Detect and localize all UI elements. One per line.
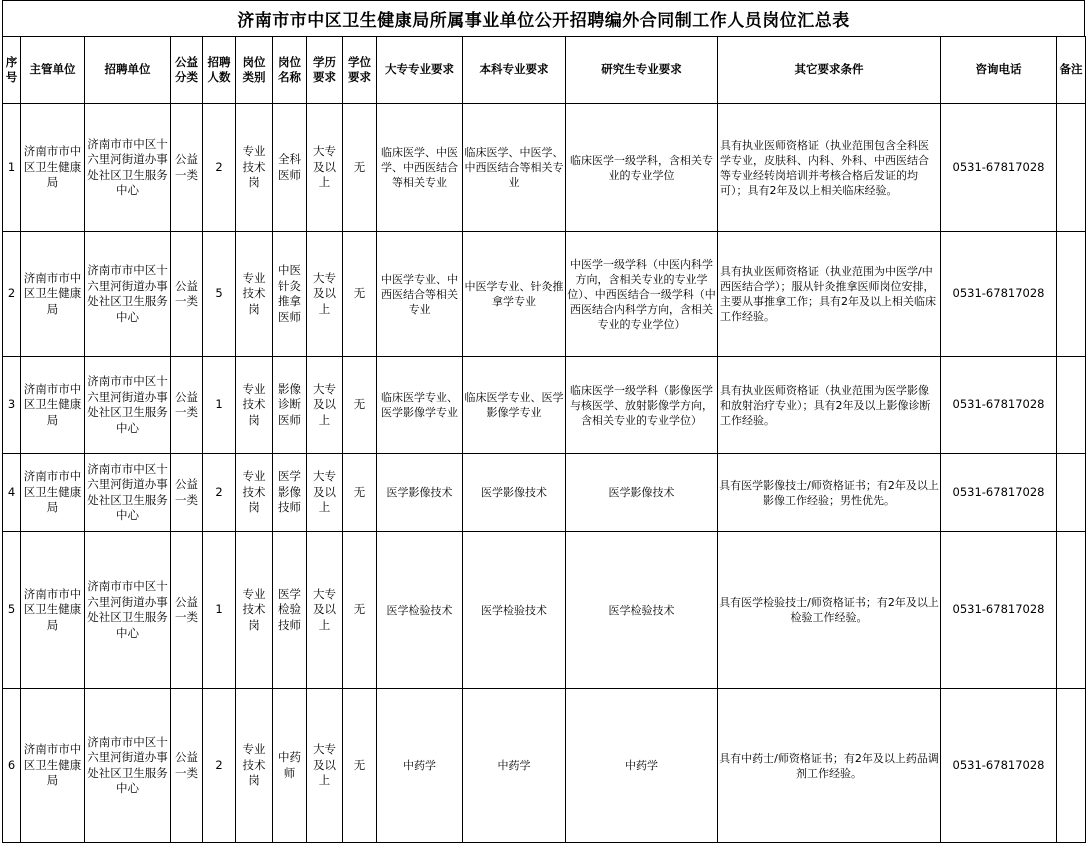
header-cell: 咨询电话 bbox=[941, 37, 1057, 104]
cell-count: 1 bbox=[203, 532, 236, 689]
cell-category: 公益一类 bbox=[171, 454, 203, 532]
cell-junior-major: 临床医学专业、医学影像学专业 bbox=[377, 357, 463, 454]
header-cell: 岗位类别 bbox=[236, 37, 273, 104]
cell-post-type: 专业技术岗 bbox=[236, 532, 273, 689]
cell-category: 公益一类 bbox=[171, 532, 203, 689]
cell-education: 大专及以上 bbox=[307, 689, 343, 843]
cell-other-requirements: 具有执业医师资格证（执业范围为中医学/中西医结合学）；服从针灸推拿医师岗位安排，主要从事推拿工作；具有2年及以上相关临床工作经验。 bbox=[718, 232, 941, 357]
cell-no: 5 bbox=[3, 532, 21, 689]
cell-post-name: 影像诊断医师 bbox=[273, 357, 307, 454]
cell-remark bbox=[1057, 232, 1086, 357]
cell-graduate-major: 医学检验技术 bbox=[566, 532, 718, 689]
cell-other-requirements: 具有中药士/师资格证书；有2年及以上药品调剂工作经验。 bbox=[718, 689, 941, 843]
cell-post-type: 专业技术岗 bbox=[236, 104, 273, 232]
cell-remark bbox=[1057, 104, 1086, 232]
table-row bbox=[3, 532, 1086, 689]
cell-post-name: 中药师 bbox=[273, 689, 307, 843]
cell-degree: 无 bbox=[343, 232, 377, 357]
cell-unit: 济南市市中区十六里河街道办事处社区卫生服务中心 bbox=[85, 104, 171, 232]
cell-phone: 0531-67817028 bbox=[941, 104, 1057, 232]
cell-authority: 济南市市中区卫生健康局 bbox=[21, 232, 85, 357]
cell-post-type: 专业技术岗 bbox=[236, 232, 273, 357]
cell-category: 公益一类 bbox=[171, 104, 203, 232]
cell-count: 1 bbox=[203, 357, 236, 454]
cell-bachelor-major: 临床医学专业、医学影像学专业 bbox=[463, 357, 566, 454]
cell-post-name: 医学影像技师 bbox=[273, 454, 307, 532]
cell-phone: 0531-67817028 bbox=[941, 532, 1057, 689]
table-row bbox=[3, 232, 1086, 357]
cell-education: 大专及以上 bbox=[307, 454, 343, 532]
table-row bbox=[3, 454, 1086, 532]
header-cell: 研究生专业要求 bbox=[566, 37, 718, 104]
cell-no: 3 bbox=[3, 357, 21, 454]
cell-degree: 无 bbox=[343, 454, 377, 532]
cell-phone: 0531-67817028 bbox=[941, 357, 1057, 454]
cell-bachelor-major: 医学影像技术 bbox=[463, 454, 566, 532]
cell-phone: 0531-67817028 bbox=[941, 454, 1057, 532]
cell-count: 2 bbox=[203, 104, 236, 232]
cell-unit: 济南市市中区十六里河街道办事处社区卫生服务中心 bbox=[85, 532, 171, 689]
table-row bbox=[3, 357, 1086, 454]
document-title: 济南市市中区卫生健康局所属事业单位公开招聘编外合同制工作人员岗位汇总表 bbox=[2, 0, 1085, 36]
cell-degree: 无 bbox=[343, 689, 377, 843]
cell-unit: 济南市市中区十六里河街道办事处社区卫生服务中心 bbox=[85, 689, 171, 843]
cell-remark bbox=[1057, 532, 1086, 689]
header-cell: 招聘人数 bbox=[203, 37, 236, 104]
header-cell: 主管单位 bbox=[21, 37, 85, 104]
cell-graduate-major: 中药学 bbox=[566, 689, 718, 843]
positions-table bbox=[2, 36, 1086, 843]
cell-junior-major: 中药学 bbox=[377, 689, 463, 843]
cell-degree: 无 bbox=[343, 532, 377, 689]
cell-post-type: 专业技术岗 bbox=[236, 689, 273, 843]
table-header-row bbox=[3, 37, 1086, 104]
cell-education: 大专及以上 bbox=[307, 357, 343, 454]
cell-junior-major: 中医学专业、中西医结合等相关专业 bbox=[377, 232, 463, 357]
cell-unit: 济南市市中区十六里河街道办事处社区卫生服务中心 bbox=[85, 232, 171, 357]
header-cell: 其它要求条件 bbox=[718, 37, 941, 104]
cell-post-type: 专业技术岗 bbox=[236, 454, 273, 532]
cell-no: 4 bbox=[3, 454, 21, 532]
cell-remark bbox=[1057, 689, 1086, 843]
cell-remark bbox=[1057, 454, 1086, 532]
cell-graduate-major: 医学影像技术 bbox=[566, 454, 718, 532]
cell-education: 大专及以上 bbox=[307, 232, 343, 357]
cell-count: 2 bbox=[203, 454, 236, 532]
cell-authority: 济南市市中区卫生健康局 bbox=[21, 104, 85, 232]
cell-education: 大专及以上 bbox=[307, 104, 343, 232]
cell-bachelor-major: 中医学专业、针灸推拿学专业 bbox=[463, 232, 566, 357]
cell-remark bbox=[1057, 357, 1086, 454]
cell-no: 6 bbox=[3, 689, 21, 843]
cell-post-name: 医学检验技师 bbox=[273, 532, 307, 689]
cell-unit: 济南市市中区十六里河街道办事处社区卫生服务中心 bbox=[85, 357, 171, 454]
cell-other-requirements: 具有执业医师资格证（执业范围为医学影像和放射治疗专业）；具有2年及以上影像诊断工作经验。 bbox=[718, 357, 941, 454]
cell-phone: 0531-67817028 bbox=[941, 232, 1057, 357]
header-cell: 公益分类 bbox=[171, 37, 203, 104]
cell-unit: 济南市市中区十六里河街道办事处社区卫生服务中心 bbox=[85, 454, 171, 532]
cell-count: 2 bbox=[203, 689, 236, 843]
cell-degree: 无 bbox=[343, 357, 377, 454]
table-row bbox=[3, 104, 1086, 232]
cell-no: 1 bbox=[3, 104, 21, 232]
cell-count: 5 bbox=[203, 232, 236, 357]
cell-bachelor-major: 临床医学、中医学、中西医结合等相关专业 bbox=[463, 104, 566, 232]
cell-junior-major: 临床医学、中医学、中西医结合等相关专业 bbox=[377, 104, 463, 232]
cell-authority: 济南市市中区卫生健康局 bbox=[21, 454, 85, 532]
cell-phone: 0531-67817028 bbox=[941, 689, 1057, 843]
header-cell: 学位要求 bbox=[343, 37, 377, 104]
header-cell: 大专专业要求 bbox=[377, 37, 463, 104]
cell-category: 公益一类 bbox=[171, 357, 203, 454]
cell-category: 公益一类 bbox=[171, 232, 203, 357]
cell-authority: 济南市市中区卫生健康局 bbox=[21, 357, 85, 454]
cell-other-requirements: 具有医学检验技士/师资格证书；有2年及以上检验工作经验。 bbox=[718, 532, 941, 689]
cell-other-requirements: 具有医学影像技士/师资格证书；有2年及以上影像工作经验；男性优先。 bbox=[718, 454, 941, 532]
table-row bbox=[3, 689, 1086, 843]
cell-graduate-major: 临床医学一级学科（影像医学与核医学、放射影像学方向，含相关专业的专业学位） bbox=[566, 357, 718, 454]
cell-category: 公益一类 bbox=[171, 689, 203, 843]
cell-junior-major: 医学影像技术 bbox=[377, 454, 463, 532]
cell-bachelor-major: 中药学 bbox=[463, 689, 566, 843]
header-cell: 备注 bbox=[1057, 37, 1086, 104]
cell-other-requirements: 具有执业医师资格证（执业范围包含全科医学专业，皮肤科、内科、外科、中西医结合等专业经转岗培训并考核合格后发证的均可）；具有2年及以上相关临床经验。 bbox=[718, 104, 941, 232]
cell-authority: 济南市市中区卫生健康局 bbox=[21, 532, 85, 689]
header-cell: 招聘单位 bbox=[85, 37, 171, 104]
cell-post-name: 中医针灸推拿医师 bbox=[273, 232, 307, 357]
cell-post-name: 全科医师 bbox=[273, 104, 307, 232]
header-cell: 本科专业要求 bbox=[463, 37, 566, 104]
cell-graduate-major: 中医学一级学科（中医内科学方向，含相关专业的专业学位）、中西医结合一级学科（中西医结合内科学方向，含相关专业的专业学位） bbox=[566, 232, 718, 357]
cell-graduate-major: 临床医学一级学科，含相关专业的专业学位 bbox=[566, 104, 718, 232]
header-cell: 序号 bbox=[3, 37, 21, 104]
header-cell: 岗位名称 bbox=[273, 37, 307, 104]
cell-junior-major: 医学检验技术 bbox=[377, 532, 463, 689]
cell-bachelor-major: 医学检验技术 bbox=[463, 532, 566, 689]
cell-education: 大专及以上 bbox=[307, 532, 343, 689]
cell-post-type: 专业技术岗 bbox=[236, 357, 273, 454]
header-cell: 学历要求 bbox=[307, 37, 343, 104]
cell-no: 2 bbox=[3, 232, 21, 357]
cell-authority: 济南市市中区卫生健康局 bbox=[21, 689, 85, 843]
cell-degree: 无 bbox=[343, 104, 377, 232]
